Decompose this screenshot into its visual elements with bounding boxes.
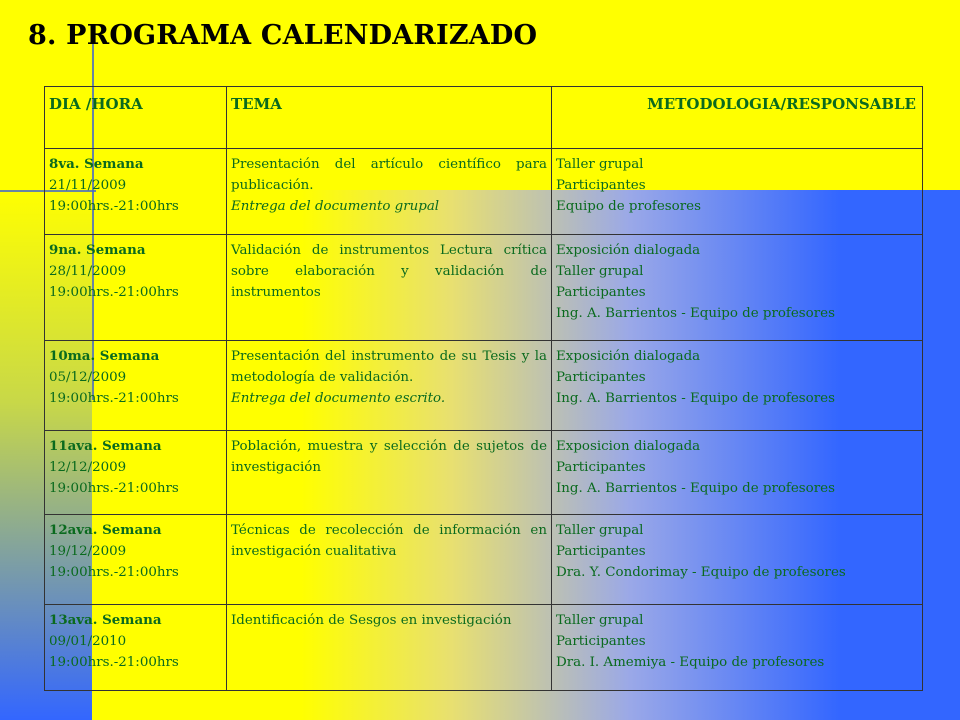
table-row — [45, 235, 923, 341]
header-dia-hora: DIA /HORA — [45, 87, 227, 149]
cell-dia-hora — [45, 515, 227, 605]
metodologia-item: Taller grupal — [556, 264, 644, 279]
metodologia-item: Participantes — [556, 178, 646, 193]
cell-dia-hora — [45, 149, 227, 235]
cell-tema — [227, 149, 552, 235]
metodologia-item: Exposicion dialogada — [556, 439, 701, 454]
schedule-table — [44, 86, 923, 691]
time-label: 19:00hrs.-21:00hrs — [49, 391, 179, 406]
week-label: 8va. Semana — [49, 156, 144, 172]
tema-deliverable: Entrega del documento grupal — [231, 199, 440, 214]
metodologia-item: Dra. I. Amemiya - Equipo de profesores — [556, 655, 825, 670]
cell-dia-hora — [45, 341, 227, 431]
date-label: 09/01/2010 — [49, 634, 127, 649]
week-label: 12ava. Semana — [49, 522, 162, 538]
table-row — [45, 341, 923, 431]
cell-metodologia — [552, 149, 923, 235]
date-label: 21/11/2009 — [49, 178, 127, 193]
date-label: 05/12/2009 — [49, 370, 127, 385]
metodologia-item: Participantes — [556, 285, 646, 300]
metodologia-item: Taller grupal — [556, 613, 644, 628]
date-label: 28/11/2009 — [49, 264, 127, 279]
metodologia-item: Taller grupal — [556, 157, 644, 172]
table-row — [45, 515, 923, 605]
date-label: 12/12/2009 — [49, 460, 127, 475]
tema-text: Presentación del artículo científico para publicación. — [231, 157, 547, 193]
header-metodologia: METODOLOGIA/RESPONSABLE — [552, 87, 923, 149]
cell-tema — [227, 341, 552, 431]
header-tema: TEMA — [227, 87, 552, 149]
cell-tema — [227, 235, 552, 341]
time-label: 19:00hrs.-21:00hrs — [49, 565, 179, 580]
metodologia-item: Ing. A. Barrientos - Equipo de profesores — [556, 306, 835, 321]
cell-metodologia — [552, 515, 923, 605]
metodologia-item: Exposición dialogada — [556, 243, 701, 258]
metodologia-item: Equipo de profesores — [556, 199, 701, 214]
tema-text: Identificación de Sesgos en investigación — [231, 613, 512, 628]
table-header-row — [45, 87, 923, 149]
week-label: 9na. Semana — [49, 242, 146, 258]
tema-text: Presentación del instrumento de su Tesis y la metodología de validación. — [231, 349, 547, 385]
cell-dia-hora — [45, 605, 227, 691]
cell-tema — [227, 515, 552, 605]
metodologia-item: Participantes — [556, 634, 646, 649]
metodologia-item: Ing. A. Barrientos - Equipo de profesores — [556, 391, 835, 406]
cell-metodologia — [552, 341, 923, 431]
metodologia-item: Ing. A. Barrientos - Equipo de profesores — [556, 481, 835, 496]
cell-tema — [227, 431, 552, 515]
week-label: 10ma. Semana — [49, 348, 160, 364]
cell-dia-hora — [45, 235, 227, 341]
tema-text: Técnicas de recolección de información en investigación cualitativa — [231, 523, 547, 559]
tema-text: Validación de instrumentos Lectura crítica sobre elaboración y validación de instrumentos — [231, 243, 547, 300]
cell-tema — [227, 605, 552, 691]
week-label: 13ava. Semana — [49, 612, 162, 628]
metodologia-item: Dra. Y. Condorimay - Equipo de profesores — [556, 565, 846, 580]
page-title: 8. PROGRAMA CALENDARIZADO — [28, 20, 538, 51]
cell-metodologia — [552, 431, 923, 515]
cell-metodologia — [552, 235, 923, 341]
table-row — [45, 149, 923, 235]
week-label: 11ava. Semana — [49, 438, 162, 454]
time-label: 19:00hrs.-21:00hrs — [49, 655, 179, 670]
metodologia-item: Participantes — [556, 544, 646, 559]
cell-metodologia — [552, 605, 923, 691]
time-label: 19:00hrs.-21:00hrs — [49, 199, 179, 214]
time-label: 19:00hrs.-21:00hrs — [49, 481, 179, 496]
cell-dia-hora — [45, 431, 227, 515]
metodologia-item: Participantes — [556, 370, 646, 385]
metodologia-item: Participantes — [556, 460, 646, 475]
metodologia-item: Taller grupal — [556, 523, 644, 538]
time-label: 19:00hrs.-21:00hrs — [49, 285, 179, 300]
table-row — [45, 605, 923, 691]
tema-deliverable: Entrega del documento escrito. — [231, 391, 446, 406]
table-row — [45, 431, 923, 515]
tema-text: Población, muestra y selección de sujetos de investigación — [231, 439, 547, 475]
date-label: 19/12/2009 — [49, 544, 127, 559]
metodologia-item: Exposición dialogada — [556, 349, 701, 364]
